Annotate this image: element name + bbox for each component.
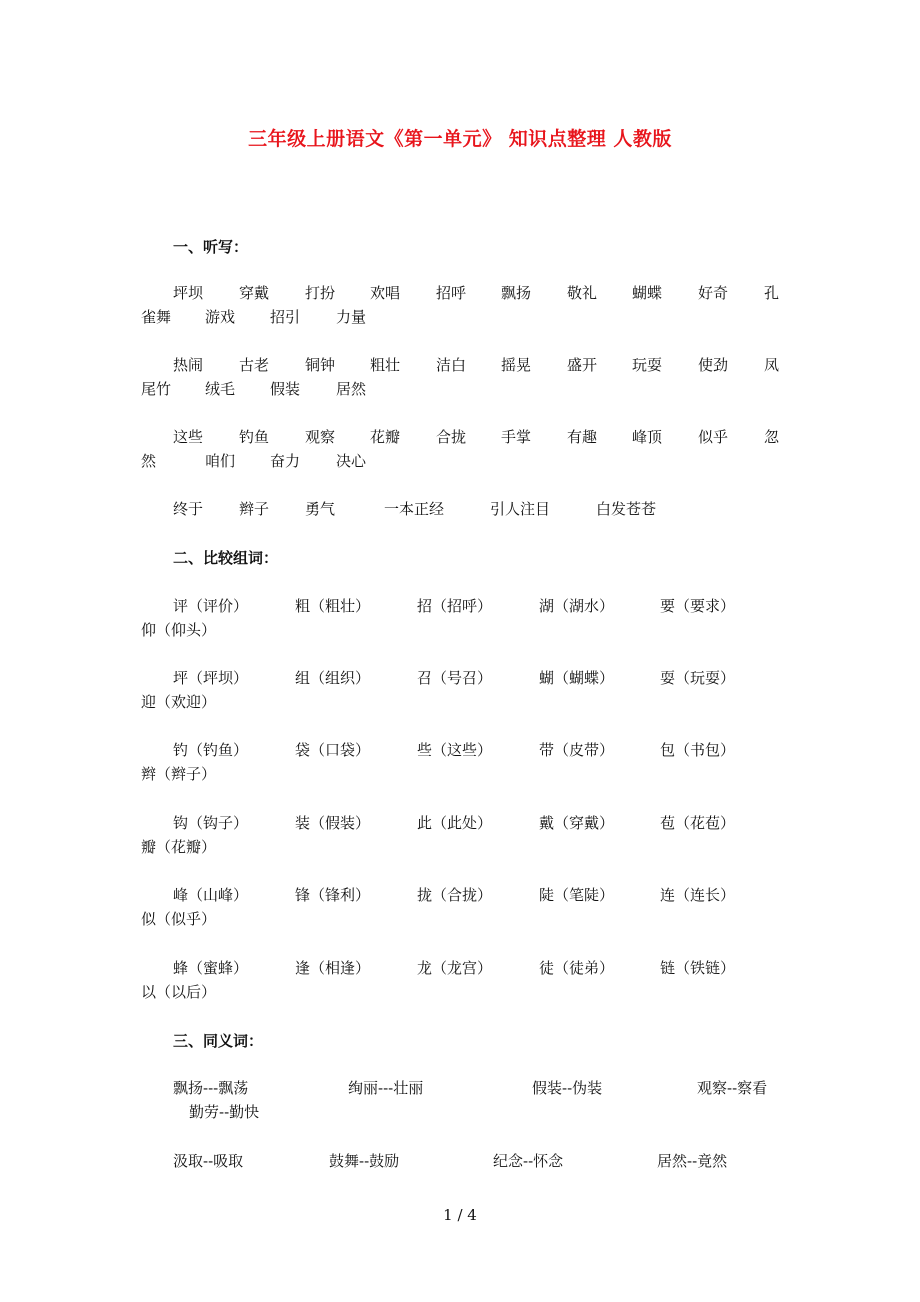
word: 热闹 [173, 356, 204, 374]
word: 摇晃 [501, 356, 532, 374]
word: 铜钟 [305, 356, 336, 374]
word: 带（皮带） [539, 741, 615, 759]
section-heading-dictation: 一、听写： [173, 238, 249, 256]
word: 力量 [336, 308, 367, 326]
word: 蝴蝶 [632, 284, 663, 302]
word: 观察 [305, 428, 336, 446]
word: 然 [141, 452, 157, 470]
word: 绒毛 [205, 380, 236, 398]
word: 仰（仰头） [141, 621, 217, 639]
word: 锋（锋利） [295, 886, 371, 904]
word: 似乎 [698, 428, 729, 446]
word: 穿戴 [239, 284, 270, 302]
section-heading-compare: 二、比较组词： [173, 549, 279, 567]
word: 迎（欢迎） [141, 693, 217, 711]
word: 假装--伪装 [532, 1079, 603, 1097]
word: 居然 [336, 380, 367, 398]
word: 瓣（花瓣） [141, 838, 217, 856]
word: 峰顶 [632, 428, 663, 446]
word: 花瓣 [370, 428, 401, 446]
word: 要（要求） [660, 597, 736, 615]
word: 孔 [764, 284, 780, 302]
word: 勤劳--勤快 [189, 1103, 260, 1121]
word: 纪念--怀念 [493, 1152, 564, 1170]
word: 招（招呼） [417, 597, 493, 615]
word: 招呼 [436, 284, 467, 302]
word: 组（组织） [295, 669, 371, 687]
word: 粗壮 [370, 356, 401, 374]
word: 此（此处） [417, 814, 493, 832]
word: 敬礼 [567, 284, 598, 302]
word: 钓鱼 [239, 428, 270, 446]
word: 白发苍苍 [596, 500, 657, 518]
word: 勇气 [305, 500, 336, 518]
word: 些（这些） [417, 741, 493, 759]
word: 湖（湖水） [539, 597, 615, 615]
word: 飘扬 [501, 284, 532, 302]
word: 飘扬---飘荡 [173, 1079, 249, 1097]
word: 古老 [239, 356, 270, 374]
word: 尾竹 [141, 380, 172, 398]
word: 粗（粗壮） [295, 597, 371, 615]
document-title: 三年级上册语文《第一单元》 知识点整理 人教版 [248, 128, 672, 150]
word: 似（似乎） [141, 910, 217, 928]
word: 鼓舞--鼓励 [329, 1152, 400, 1170]
word: 耍（玩耍） [660, 669, 736, 687]
word: 盛开 [567, 356, 598, 374]
word: 徒（徒弟） [539, 959, 615, 977]
word: 一本正经 [384, 500, 445, 518]
word: 评（评价） [173, 597, 249, 615]
word: 好奇 [698, 284, 729, 302]
page-number: 1 / 4 [443, 1206, 477, 1224]
word: 凤 [764, 356, 780, 374]
word: 绚丽---壮丽 [348, 1079, 424, 1097]
word: 辫子 [239, 500, 270, 518]
word: 这些 [173, 428, 204, 446]
word: 合拢 [436, 428, 467, 446]
word: 手掌 [501, 428, 532, 446]
word: 假装 [270, 380, 301, 398]
word: 洁白 [436, 356, 467, 374]
word: 袋（口袋） [295, 741, 371, 759]
section-heading-synonyms: 三、同义词： [173, 1032, 264, 1050]
word: 苞（花苞） [660, 814, 736, 832]
word: 奋力 [270, 452, 301, 470]
word: 汲取--吸取 [173, 1152, 244, 1170]
word: 逢（相逢） [295, 959, 371, 977]
word: 包（书包） [660, 741, 736, 759]
word: 打扮 [305, 284, 336, 302]
word: 陡（笔陡） [539, 886, 615, 904]
word: 坪坝 [173, 284, 204, 302]
word: 游戏 [205, 308, 236, 326]
word: 峰（山峰） [173, 886, 249, 904]
word: 坪（坪坝） [173, 669, 249, 687]
word: 龙（龙宫） [417, 959, 493, 977]
word: 雀舞 [141, 308, 172, 326]
word: 以（以后） [141, 983, 217, 1001]
word: 忽 [764, 428, 780, 446]
word: 戴（穿戴） [539, 814, 615, 832]
word: 钓（钓鱼） [173, 741, 249, 759]
word: 链（铁链） [660, 959, 736, 977]
word: 居然--竟然 [657, 1152, 728, 1170]
word: 辫（辫子） [141, 765, 217, 783]
word: 招引 [270, 308, 301, 326]
word: 蜂（蜜蜂） [173, 959, 249, 977]
word: 连（连长） [660, 886, 736, 904]
word: 玩耍 [632, 356, 663, 374]
word: 咱们 [205, 452, 236, 470]
word: 钩（钩子） [173, 814, 249, 832]
word: 决心 [336, 452, 367, 470]
word: 拢（合拢） [417, 886, 493, 904]
word: 引人注目 [490, 500, 551, 518]
word: 使劲 [698, 356, 729, 374]
word: 装（假装） [295, 814, 371, 832]
word: 有趣 [567, 428, 598, 446]
word: 欢唱 [370, 284, 401, 302]
word: 召（号召） [417, 669, 493, 687]
word: 蝴（蝴蝶） [539, 669, 615, 687]
word: 终于 [173, 500, 204, 518]
word: 观察--察看 [697, 1079, 768, 1097]
